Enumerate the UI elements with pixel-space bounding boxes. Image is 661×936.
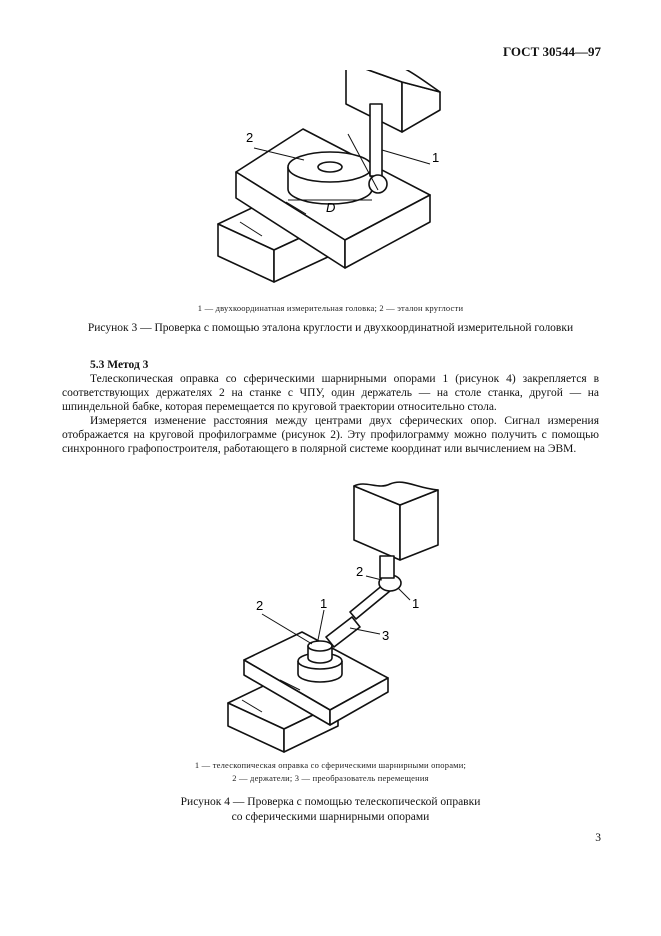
- spindle: [380, 556, 394, 578]
- figure-4-caption-line-2: со сферическими шарнирными опорами: [231, 811, 430, 823]
- figure-4-legend-line-1: 1 — телескопическая оправка со сферическими шарнирными опорами;: [194, 760, 467, 770]
- label-1-leader: [382, 150, 430, 164]
- fig4-label-1a: 1: [320, 596, 328, 611]
- figure-3-caption: Рисунок 3 — Проверка с помощью эталона круглости и двухкоординатной измерительной головки: [87, 322, 574, 334]
- holder-cup-top: [308, 641, 332, 651]
- document-code: ГОСТ 30544—97: [502, 44, 601, 59]
- telescopic-bar-lower: [326, 617, 360, 647]
- fig4-label-1b: 1: [412, 596, 420, 611]
- figure-4-drawing: [0, 478, 661, 758]
- label-1b-leader: [398, 588, 410, 600]
- section-heading: 5.3 Метод 3: [90, 359, 149, 371]
- figure-4-caption-line-1: Рисунок 4 — Проверка с помощью телескопической оправки: [180, 796, 481, 808]
- fig3-label-d: D: [326, 200, 336, 215]
- probe-stem: [370, 104, 382, 176]
- figure-4-legend-line-2: 2 — держатели; 3 — преобразователь перемещения: [232, 773, 429, 783]
- paragraph-1: Телескопическая оправка со сферическими шарнирными опорами 1 (рисунок 4) закрепляется в соответствующих держателях 2 на станке с ЧПУ, один держатель — на столе станка, другой — на шпиндельной бабке, которая перемещается по круговой траектории относительно стола.: [62, 373, 599, 413]
- fig4-label-2a: 2: [256, 598, 264, 613]
- paragraph-2: Измеряется изменение расстояния между центрами двух сферических опор. Сигнал измерения отображается на круговой профилограмме (рисунок 2). Эту профилограмму можно получить с помощью синхронного графопостроителя, работающего в полярной системе координат или вычислением на ЭВМ.: [62, 415, 599, 455]
- fig3-label-2: 2: [246, 130, 254, 145]
- label-1a-leader: [318, 610, 324, 640]
- fig4-label-2b: 2: [356, 564, 364, 579]
- fig4-label-3: 3: [382, 628, 390, 643]
- fig3-label-1: 1: [432, 150, 440, 165]
- disc-hole: [318, 162, 342, 172]
- figure-3-legend: 1 — двухкоординатная измерительная головка; 2 — эталон круглости: [197, 303, 464, 313]
- figure-3-drawing: [0, 70, 661, 295]
- section-5-3: [62, 358, 599, 456]
- page-number: 3: [595, 832, 601, 844]
